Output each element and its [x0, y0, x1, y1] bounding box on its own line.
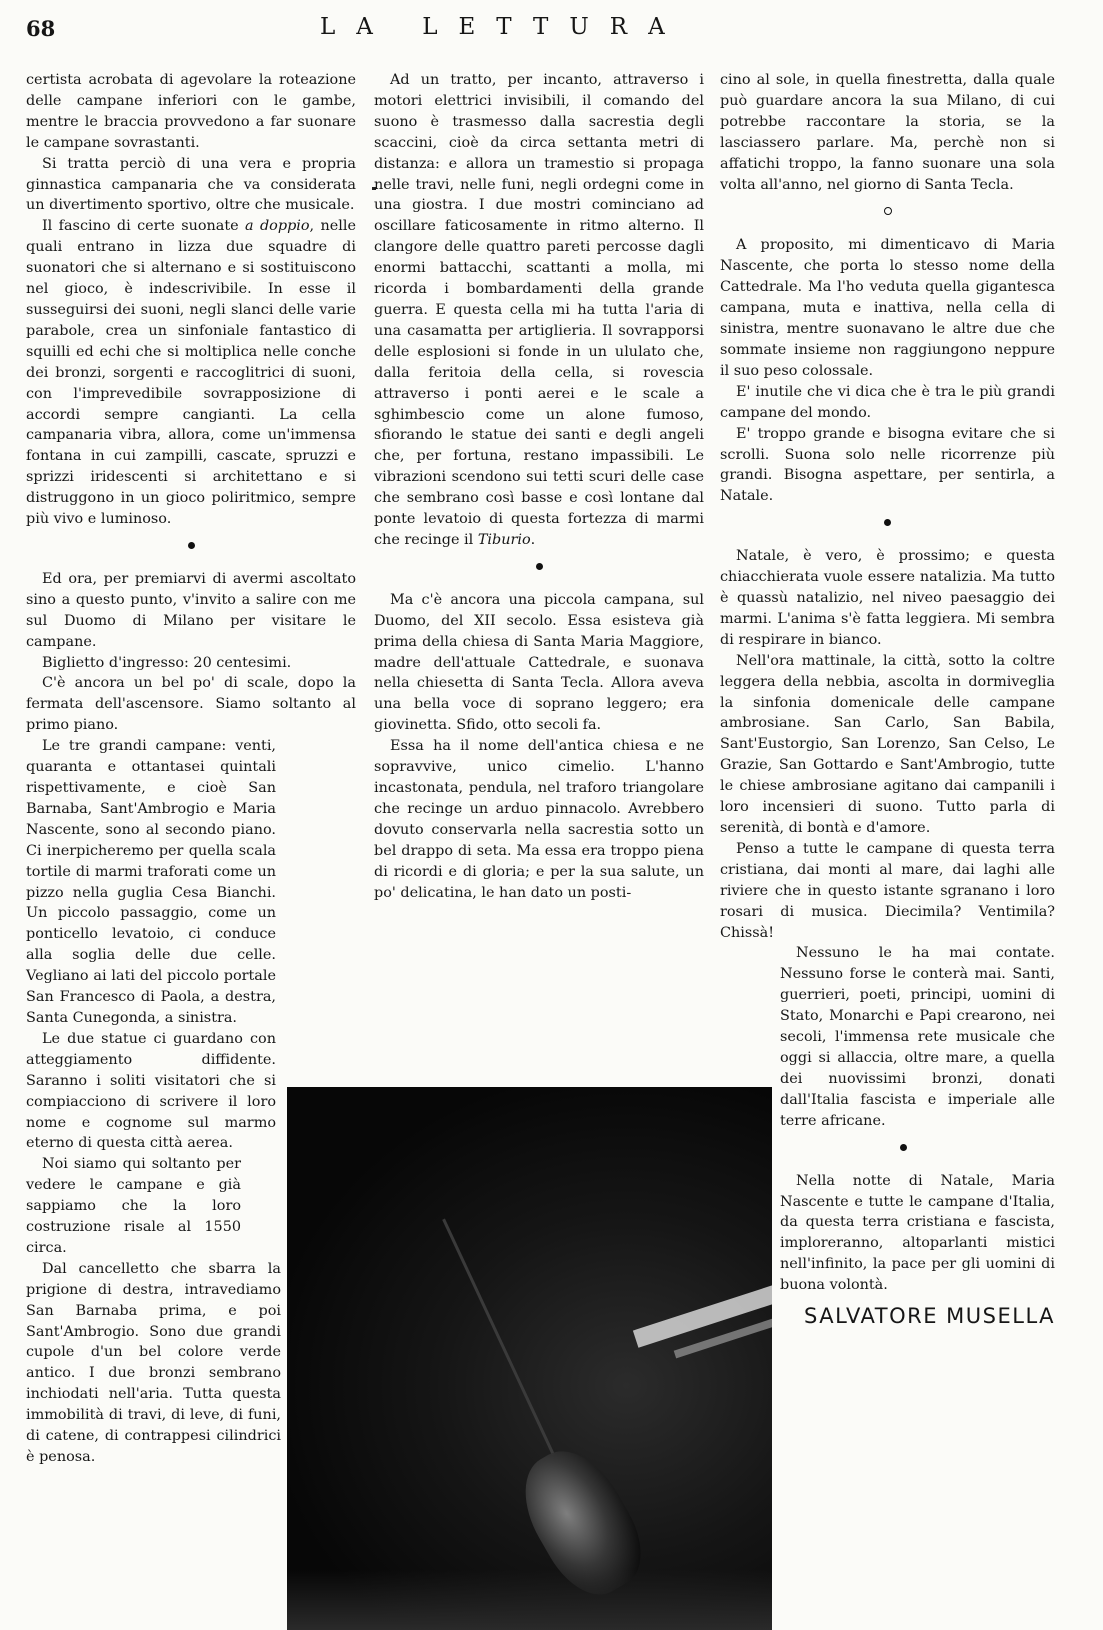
paragraph: Natale, è vero, è prossimo; e questa chiacchierata vuole essere natalizia. Ma tutto è quassù natalizio, nel niveo paesaggio dei marmi. L'anima s'è fatta leggiera. Mi sembra di respirare in bianco. [720, 548, 1055, 648]
italic-text: Tiburio [477, 531, 531, 548]
text-span: Il fascino di certe suonate [42, 218, 246, 235]
magazine-title: LA LETTURA [320, 14, 686, 40]
section-bullet-icon [900, 1144, 907, 1151]
paragraph: Le due statue ci guardano con atteggiamento diffidente. Saranno i soliti visitatori che si compiacciono di scrivere il loro nome e cognome sul marmo eterno di questa città aerea. [26, 1030, 276, 1152]
paragraph: certista acrobata di agevolare la roteazione delle campane inferiori con le gambe, mentre le braccia provvedono a far suonare le campane sovrastanti. [26, 72, 356, 151]
paragraph: Ma c'è ancora una piccola campana, sul Duomo, del XII secolo. Essa esisteva già prima della chiesa di Santa Maria Maggiore, madre dell'attuale Cattedrale, e suonava nella chiesetta di Santa Tecla. Allora aveva una bella voce di soprano leggero; era giovinetta. Sfido, otto secoli fa. [374, 591, 704, 734]
paragraph: E' inutile che vi dica che è tra le più grandi campane del mondo. [720, 383, 1055, 421]
paragraph: Noi siamo qui soltanto per vedere le campane e già sappiamo che la loro costruzione risale al 1550 circa. [26, 1156, 241, 1256]
section-ornament-icon [884, 207, 892, 215]
paragraph: E' troppo grande e bisogna evitare che si scrolli. Suona solo nelle ricorrenze più grandi. Bisogna aspettare, per sentirla, a Natale. [720, 425, 1055, 505]
page-number: 68 [26, 16, 56, 41]
paragraph: Dal cancelletto che sbarra la prigione di destra, intravediamo San Barnaba prima, e poi Sant'Ambrogio. Sono due grandi cupole d'un bel colore verde antico. I due bronzi sembrano inchiodati nell'aria. Tutta questa immobilità di travi, di leve, di funi, di catene, di contrappesi cilindrici è penosa. [26, 1260, 281, 1465]
paragraph: Si tratta perciò di una vera e propria ginnastica campanaria che va considerata un divertimento sportivo, oltre che musicale. [26, 155, 356, 214]
paragraph: Penso a tutte le campane di questa terra cristiana, dai monti al mare, dai laghi alle riviere che in questo istante sgranano i loro rosari di musica. Diecimila? Ventimila? Chissà! [720, 840, 1055, 941]
text-span: Ad un tratto, per incanto, attraverso i motori elettrici invisibili, il comando del suono è trasmesso dalla sacrestia degli scaccini, cioè da circa settanta metri di distanza: e allora un tramestio si propaga nelle travi, nelle funi, negli ordegni come in una giostra. I due mostri cominciano ad oscillare faticosamente in ritmo alterno. Il clangore delle quattro pareti percosse dagli enormi battacchi, scattanti a molla, mi ricorda i bombardamenti della grande guerra. E questa cella mi ha tutta l'aria di una casamatta per artiglieria. Il sovrapporsi delle esplosioni si fonde in un ululato che, dalla feritoia della cella, si rovescia attraverso i ponti aerei e le scale a sghimbescio come un alone fumoso, sfiorando le statue dei santi e degli angeli che, per fortuna, restano impassibili. Le vibrazioni scendono sui tetti scuri delle case che sembrano così basse e così lontane dal ponte levatoio di questa fortezza di marmi che recinge il [374, 72, 704, 548]
paragraph: A proposito, mi dimenticavo di Maria Nascente, che porta lo stesso nome della Cattedrale. Ma l'ho veduta quella gigantesca campana, muta e inattiva, nella cella di sinistra, mentre suonavano le altre due che sommate insieme non raggiungono neppure il suo peso colossale. [720, 237, 1055, 379]
paragraph: Nella notte di Natale, Maria Nascente e tutte le campane d'Italia, da questa terra cristiana e fascista, imploreranno, altoparlanti mistici nell'infinito, la pace per gli uomini di buona volontà. [780, 1172, 1055, 1294]
column-2 [374, 70, 704, 903]
photo-shadow [287, 1087, 772, 1630]
paragraph: Biglietto d'ingresso: 20 centesimi. [42, 654, 292, 671]
paragraph [26, 216, 356, 530]
photo-floor [287, 1570, 772, 1630]
section-bullet-icon [188, 542, 195, 549]
paragraph: Le tre grandi campane: venti, quaranta e ottantasei quintali rispettivamente, e cioè San Barnaba, Sant'Ambrogio e Maria Nascente, sono al secondo piano. Ci inerpicheremo per quella scala tortile di marmi traforati come un pizzo nella guglia Cesa Bianchi. Un piccolo passaggio, come un ponticello levatoio, ci conduce alla soglia delle due celle. Vegliano ai lati del piccolo portale San Francesco di Paola, a destra, Santa Cunegonda, a sinistra. [26, 738, 276, 1026]
text-span: , nelle quali entrano in lizza due squadre di suonatori che si alternano e si sostituiscono nel gioco, è indescrivibile. In esse il susseguirsi dei suoni, negli slanci delle varie parabole, crea un sinfoniale fantastico di squilli ed echi che si moltiplica nelle conche dei bronzi, sorgenti e raccoglitrici di suoni, con l'imprevedibile sovrapposizione di accordi sempre cangianti. La cella campanaria vibra, allora, come un'immensa fontana in cui zampilli, cascate, spruzzi e sprizzi iridescenti si architettano e si distruggono in un gioco poliritmico, sempre più vivo e luminoso. [26, 218, 356, 528]
paragraph: Ed ora, per premiarvi di avermi ascoltato sino a questo punto, v'invito a salire con me sul Duomo di Milano per visitare le campane. [26, 570, 356, 650]
paragraph [374, 70, 704, 551]
paragraph: cino al sole, in quella finestretta, dalla quale può guardare ancora la sua Milano, di cui potrebbe raccontare la storia, se la lasciassero parlare. Ma, perchè non si affatichi troppo, la fanno suonare una sola volta all'anno, nel giorno di Santa Tecla. [720, 72, 1055, 193]
section-bullet-icon [884, 519, 891, 526]
section-bullet-icon [536, 563, 543, 570]
paragraph: C'è ancora un bel po' di scale, dopo la fermata dell'ascensore. Siamo soltanto al primo piano. [26, 675, 356, 734]
author-signature: SALVATORE MUSELLA [804, 1304, 1055, 1329]
paragraph: Nessuno le ha mai contate. Nessuno forse le conterà mai. Santi, guerrieri, poeti, principi, uomini di Stato, Monarchi e Papi crearono, nei secoli, l'immensa rete musicale che oggi si allaccia, oltre mare, a quella dei nuovissimi bronzi, donati dall'Italia fascista e imperiale alle terre africane. [780, 945, 1055, 1129]
paragraph: Nell'ora mattinale, la città, sotto la coltre leggera della nebbia, ascolta in dormiveglia la sinfonia domenicale delle campane ambrosiane. San Carlo, San Babila, Sant'Eustorgio, San Lorenzo, San Celso, Le Grazie, San Gottardo e Sant'Ambrogio, tutte le chiese ambrosiane agitano dai campanili i loro incensieri di suono. Tutto parla di serenità, di bontà e d'amore. [720, 652, 1055, 836]
italic-text: a doppio [245, 218, 310, 235]
text-span: . [530, 531, 536, 548]
paragraph: Essa ha il nome dell'antica chiesa e ne sopravvive, unico cimelio. L'hanno incastonata, pendula, nel traforo triangolare che recinge un arduo pinnacolo. Avrebbero dovuto conservarla nella sacrestia sotto un bel drappo di seta. Ma essa era troppo piena di ricordi e di gloria; e per la sua salute, un po' delicatina, le han dato un posti- [374, 738, 704, 901]
bell-tower-photo [287, 1087, 772, 1630]
